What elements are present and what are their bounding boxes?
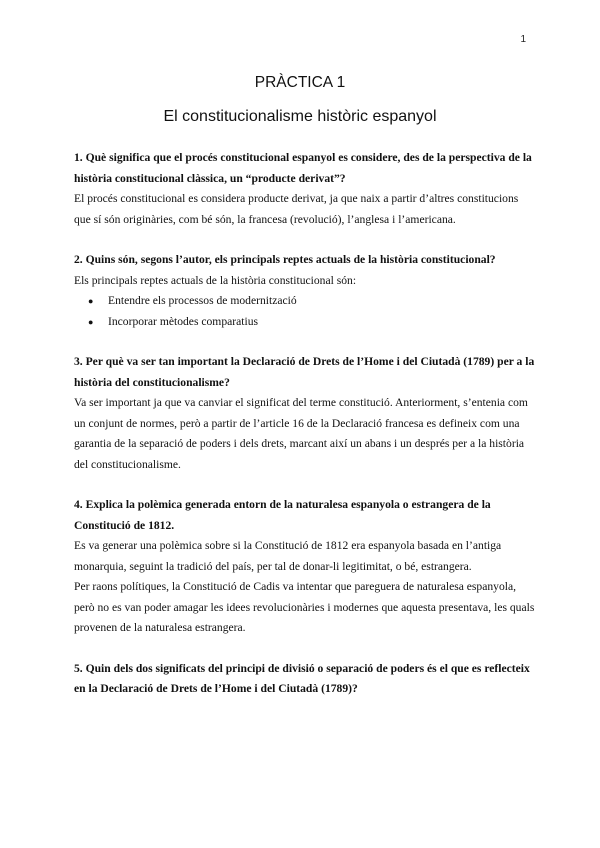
question-2: 2. Quins són, segons l’autor, els principals reptes actuals de la història constitucional? [74, 253, 496, 266]
question-section-1 [74, 148, 536, 230]
bullet-item-text: Entendre els processos de modernització [108, 294, 297, 307]
question-section-4 [74, 495, 536, 639]
answer-1-paragraph-1: El procés constitucional es considera producte derivat, ja que naix a partir d’altres constitucions que sí són originàries, com bé són, la francesa (revolució), l’anglesa i l’americana. [74, 192, 519, 226]
answer-4-paragraph-2: Per raons polítiques, la Constitució de Cadis va intentar que pareguera de naturalesa espanyola, però no es van poder amagar les idees revolucionàries i modernes que aquesta presentava, les quals provenen de la naturalesa estrangera. [74, 580, 535, 634]
answer-4-paragraph-1: Es va generar una polèmica sobre si la Constitució de 1812 era espanyola basada en l’antiga monarquia, seguint la tradició del país, per tal de donar-li legitimitat, o bé, estrangera. [74, 539, 502, 573]
question-section-2 [74, 250, 536, 332]
question-section-3 [74, 352, 536, 475]
question-1: 1. Què significa que el procés constitucional espanyol es considere, des de la perspectiva de la història constitucional clàssica, un “producte derivat”? [74, 151, 532, 185]
answer-2-bullet-list [74, 291, 536, 332]
document-subtitle: El constitucionalisme històric espanyol [163, 108, 437, 125]
question-4: 4. Explica la polèmica generada entorn de la naturalesa espanyola o estrangera de la Constitució de 1812. [74, 498, 491, 532]
answer-3-paragraph-1: Va ser important ja que va canviar el significat del terme constitució. Anteriorment, s’entenia com un conjunt de normes, però a partir de l’article 16 de la Declaració francesa es defineix com una garantia de la separació de poders i dels drets, marcant així un abans i un després per a la història del constitucionalisme. [74, 396, 528, 471]
question-5: 5. Quin dels dos significats del principi de divisió o separació de poders és el que es reflecteix en la Declaració de Drets de l’Home i del Ciutadà (1789)? [74, 661, 530, 695]
question-3: 3. Per què va ser tan important la Declaració de Drets de l’Home i del Ciutadà (1789) per a la història del constitucionalisme? [74, 355, 535, 389]
bullet-dot-icon: ● [88, 296, 94, 306]
document-body [74, 148, 536, 720]
page-number: 1 [520, 34, 526, 45]
question-section-5 [74, 659, 536, 700]
bullet-item-text: Incorporar mètodes comparatius [108, 314, 259, 328]
bullet-item [74, 291, 536, 312]
bullet-item [74, 312, 536, 333]
document-title: PRÀCTICA 1 [254, 74, 346, 91]
answer-2-paragraph-1: Els principals reptes actuals de la història constitucional són: [74, 273, 357, 287]
bullet-dot-icon: ● [88, 316, 94, 327]
